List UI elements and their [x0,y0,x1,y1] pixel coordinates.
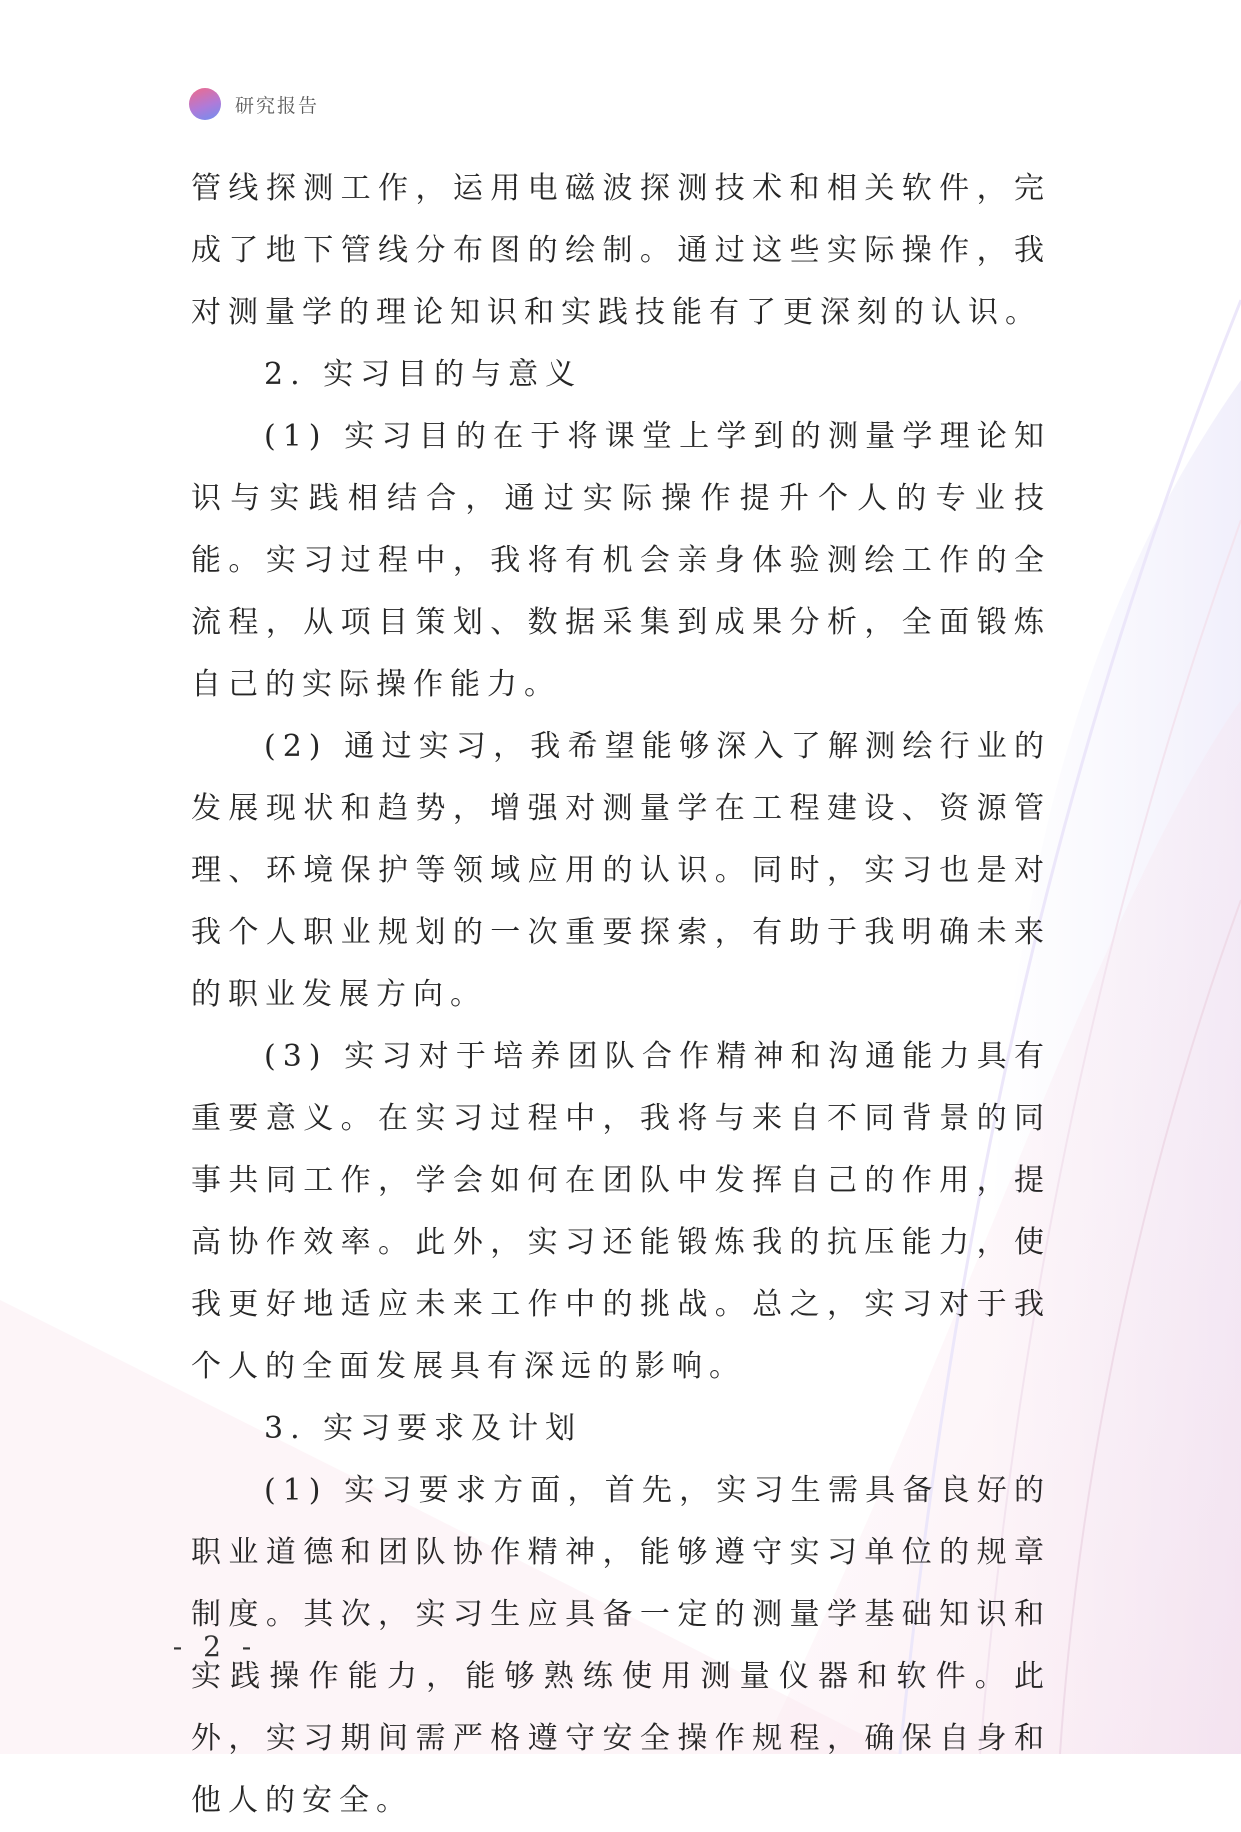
section-heading: 2. 实习目的与意义 [264,357,583,392]
paragraph: (2) 通过实习，我希望能够深入了解测绘行业的发展现状和趋势，增强对测量学在工程建设、资源管理、环境保护等领域应用的认识。同时，实习也是对我个人职业规划的一次重要探索，有助于我明确未来的职业发展方向。 [191,729,1051,1012]
logo-circle-icon [189,88,221,120]
paragraph: (1) 实习目的在于将课堂上学到的测量学理论知识与实践相结合，通过实际操作提升个人的专业技能。实习过程中，我将有机会亲身体验测绘工作的全流程，从项目策划、数据采集到成果分析，全面锻炼自己的实际操作能力。 [191,419,1051,702]
header-title: 研究报告 [235,94,320,117]
section-heading: 3. 实习要求及计划 [264,1411,583,1446]
report-header [189,88,319,120]
document-body [191,158,1051,1832]
paragraph: (3) 实习对于培养团队合作精神和沟通能力具有重要意义。在实习过程中，我将与来自不同背景的同事共同工作，学会如何在团队中发挥自己的作用，提高协作效率。此外，实习还能锻炼我的抗压能力，使我更好地适应未来工作中的挑战。总之，实习对于我个人的全面发展具有深远的影响。 [191,1039,1051,1384]
paragraph: 管线探测工作，运用电磁波探测技术和相关软件，完成了地下管线分布图的绘制。通过这些实际操作，我对测量学的理论知识和实践技能有了更深刻的认识。 [191,171,1051,330]
page-number: - 2 - [172,1630,258,1663]
paragraph: (1) 实习要求方面，首先，实习生需具备良好的职业道德和团队协作精神，能够遵守实习单位的规章制度。其次，实习生应具备一定的测量学基础知识和实践操作能力，能够熟练使用测量仪器和软件。此外，实习期间需严格遵守安全操作规程，确保自身和他人的安全。 [191,1473,1051,1818]
